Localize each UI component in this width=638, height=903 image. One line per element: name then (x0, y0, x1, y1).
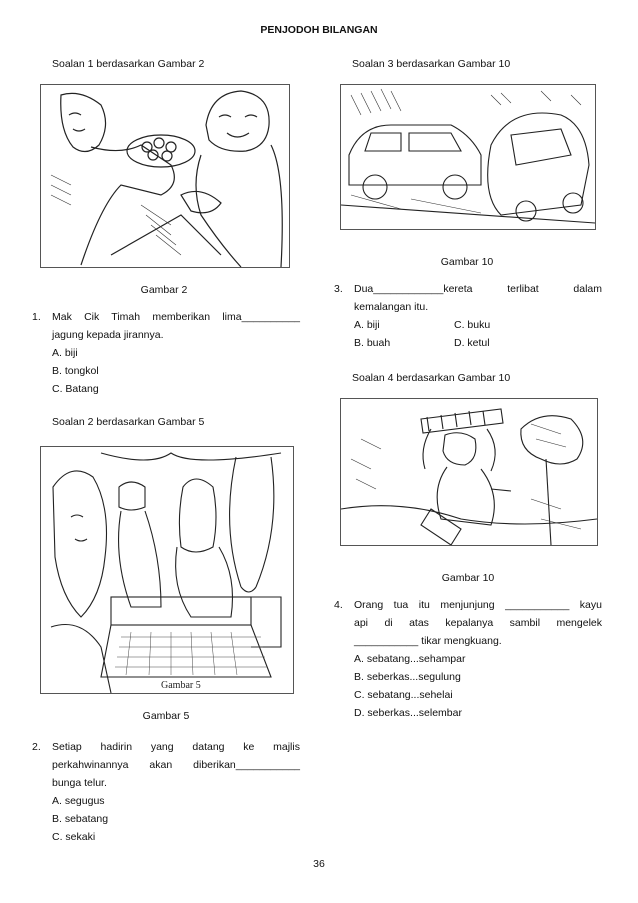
option-b[interactable]: B. tongkol (52, 365, 99, 377)
option-b[interactable]: B. sebatang (52, 813, 109, 825)
figure-gambar-2 (40, 84, 290, 268)
option-a[interactable]: A. sebatang...sehampar (354, 653, 466, 665)
illustration-woman-carrying-firewood (341, 399, 597, 545)
question-text: Orang tua itu menjunjung ___________ kayu (354, 599, 602, 611)
word: dalam (573, 283, 602, 295)
question-text: api di atas kepalanya sambil mengelek (354, 617, 602, 629)
question-number: 4. (334, 599, 343, 611)
option-a[interactable]: A. segugus (52, 795, 105, 807)
word: yang (150, 741, 174, 753)
caption-gambar-10-b: Gambar 10 (441, 572, 495, 584)
illustration-wedding-ceremony (41, 447, 293, 693)
question-number: 2. (32, 741, 41, 753)
question-text: perkahwinannya akan diberikan___________ (52, 759, 300, 771)
option-d[interactable]: D. seberkas...selembar (354, 707, 462, 719)
figure-gambar-10-accident (340, 84, 596, 230)
option-a[interactable]: A. biji (52, 347, 78, 359)
question-text: ___________ tikar mengkuang. (354, 635, 502, 647)
option-c[interactable]: C. sebatang...sehelai (354, 689, 453, 701)
option-c[interactable]: C. Batang (52, 383, 99, 395)
question-number: 3. (334, 283, 343, 295)
word: ke (243, 741, 255, 753)
option-d[interactable]: D. ketul (454, 337, 490, 349)
option-c[interactable]: C. buku (454, 319, 491, 331)
figure-inner-label: Gambar 5 (161, 680, 201, 691)
question-text: bunga telur. (52, 777, 107, 789)
option-b[interactable]: B. seberkas...segulung (354, 671, 461, 683)
figure-gambar-5 (40, 446, 294, 694)
question-text (354, 280, 602, 298)
caption-gambar-10-a: Gambar 10 (440, 256, 494, 268)
option-c[interactable]: C. sekaki (52, 831, 96, 843)
word: Dua____________kereta (354, 283, 473, 295)
page-number: 36 (313, 858, 325, 870)
word: terlibat (507, 283, 539, 295)
section-heading-q1: Soalan 1 berdasarkan Gambar 2 (52, 58, 205, 70)
option-b[interactable]: B. buah (354, 337, 391, 349)
question-text: Mak Cik Timah memberikan lima__________ (52, 311, 300, 323)
caption-gambar-2: Gambar 2 (140, 284, 188, 296)
word: hadirin (100, 741, 133, 753)
section-heading-q3: Soalan 3 berdasarkan Gambar 10 (352, 58, 511, 70)
question-text: kemalangan itu. (354, 301, 429, 313)
question-text: jagung kepada jirannya. (52, 329, 164, 341)
section-heading-q4: Soalan 4 berdasarkan Gambar 10 (352, 372, 511, 384)
illustration-two-women-sharing (41, 85, 289, 267)
page-title: PENJODOH BILANGAN (260, 24, 378, 36)
question-text (52, 738, 300, 756)
word: majlis (273, 741, 300, 753)
caption-gambar-5: Gambar 5 (142, 710, 190, 722)
illustration-car-crash (341, 85, 595, 229)
word: datang (192, 741, 225, 753)
question-number: 1. (32, 311, 41, 323)
word: Setiap (52, 741, 82, 753)
figure-gambar-10-woman (340, 398, 598, 546)
section-heading-q2: Soalan 2 berdasarkan Gambar 5 (52, 416, 205, 428)
option-a[interactable]: A. biji (354, 319, 380, 331)
